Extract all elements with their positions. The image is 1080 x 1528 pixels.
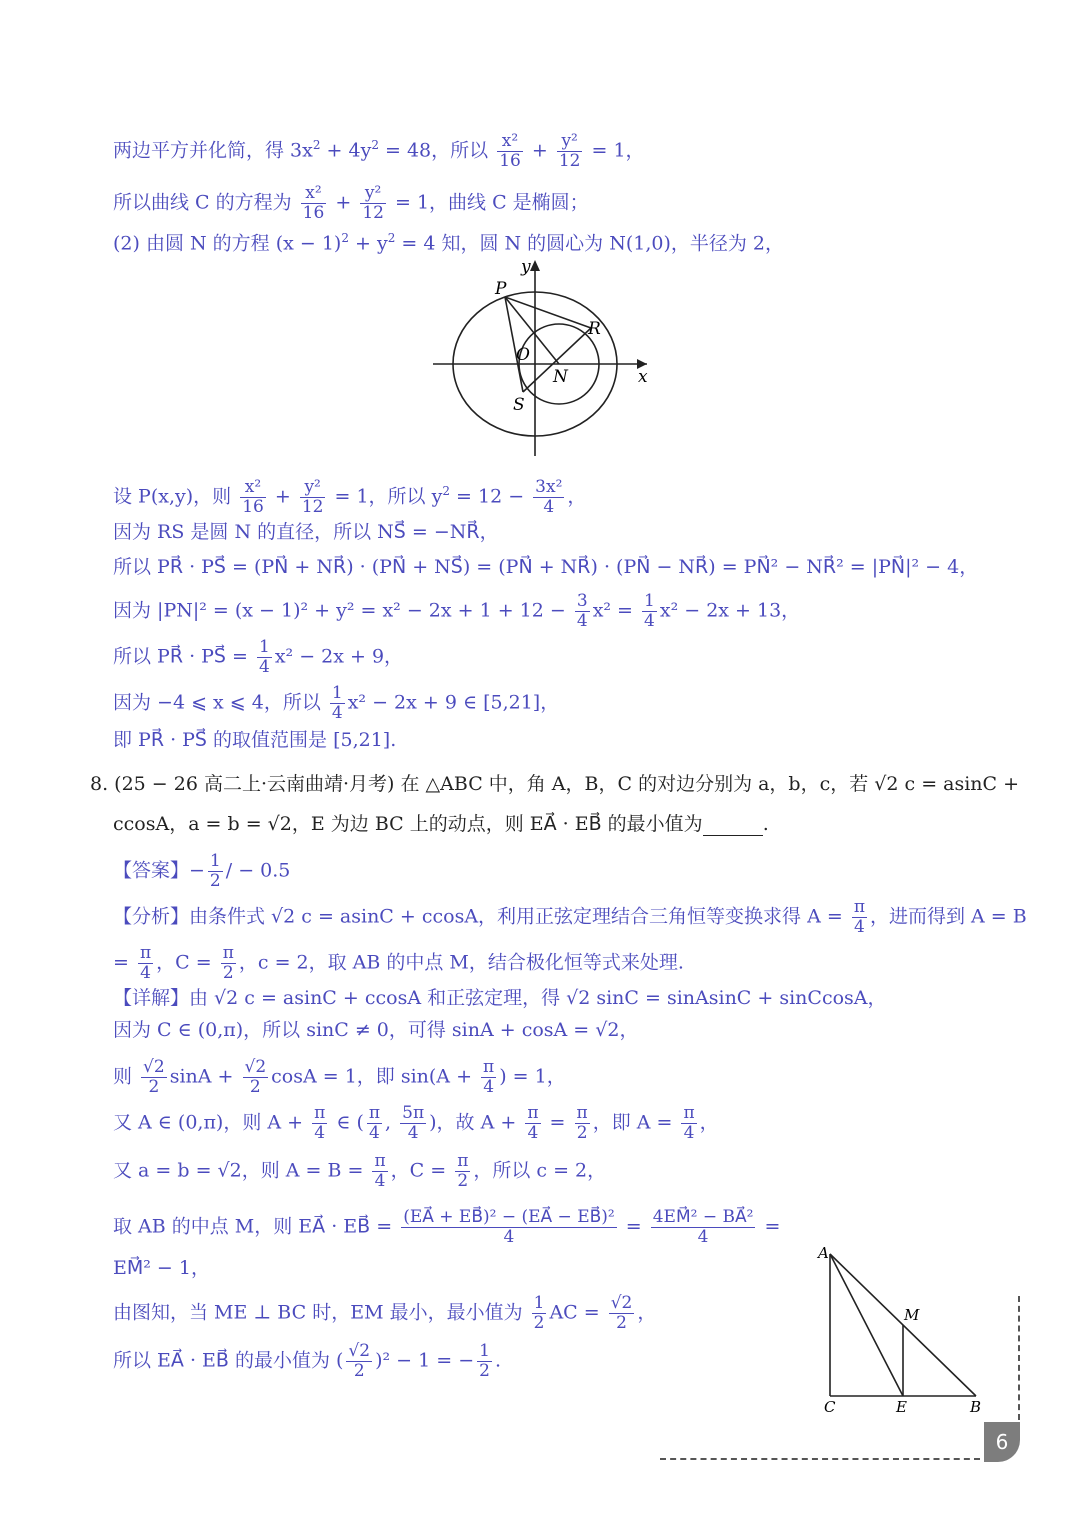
- label-y: y: [521, 257, 531, 277]
- text-line: [113, 1208, 780, 1247]
- answer-blank: [703, 817, 763, 836]
- text-run: 因为 C ∈ (0,π)，所以 sinC ≠ 0，可得 sinA + cosA = √2，: [113, 1019, 639, 1041]
- label-m: M: [904, 1306, 920, 1324]
- fraction: [497, 132, 523, 171]
- fraction-numerator: 1: [259, 637, 270, 657]
- fraction-denominator: 12: [362, 203, 384, 223]
- fraction-numerator: √2: [348, 1341, 371, 1361]
- fraction-numerator: y²: [557, 132, 583, 152]
- fraction: [575, 592, 590, 631]
- fraction: [852, 898, 867, 937]
- text-line: [113, 1256, 210, 1280]
- text-line: [113, 555, 978, 579]
- fraction-numerator: x²: [301, 184, 327, 204]
- triangle-figure: [812, 1240, 992, 1420]
- fraction-numerator: 3x²: [535, 477, 563, 497]
- text-run: 所以 PR⃗ · PS⃗ = (PN⃗ + NR⃗) · (PN⃗ + NS⃗) = (PN⃗ + NR⃗) · (PN⃗ − NR⃗) = PN⃗² − NR⃗² = |PN⃗|² − 4，: [113, 556, 979, 578]
- text-run: .: [762, 813, 769, 835]
- fraction-numerator: π: [683, 1103, 695, 1123]
- fraction: [651, 1208, 756, 1247]
- text-run: / − 0.5: [225, 859, 291, 882]
- text-run: + 4y: [320, 139, 372, 162]
- fraction-denominator: 4: [576, 611, 588, 631]
- text-line: [113, 812, 769, 836]
- label-e: E: [896, 1398, 907, 1416]
- fraction: [642, 592, 657, 631]
- fraction-denominator: 4: [369, 1123, 380, 1143]
- fraction-denominator: 12: [301, 497, 324, 517]
- text-run: = 1，曲线 C 是椭圆；: [388, 191, 589, 214]
- fraction-denominator: 2: [616, 1313, 627, 1333]
- fraction-numerator: x²: [240, 478, 266, 498]
- fraction-denominator: 2: [209, 871, 221, 891]
- text-run: = 48，所以: [378, 139, 495, 162]
- label-s: S: [513, 395, 525, 415]
- text-run: 即 PR⃗ · PS⃗ 的取值范围是 [5,21].: [113, 729, 397, 751]
- text-line: [113, 1104, 719, 1143]
- fraction: [208, 852, 223, 891]
- fraction: [455, 1152, 470, 1191]
- fraction-numerator: π: [374, 1151, 386, 1171]
- text-line: [113, 478, 586, 517]
- text-run: cosA = 1，即 sin(A +: [271, 1065, 479, 1088]
- fraction: [221, 944, 236, 983]
- fraction-numerator: π: [368, 1103, 381, 1123]
- text-run: 则: [113, 1065, 139, 1088]
- text-run: ，: [637, 1301, 657, 1324]
- text-line: [113, 944, 684, 983]
- fraction-denominator: 12: [558, 151, 581, 171]
- fraction-numerator: π: [483, 1057, 495, 1077]
- text-line: [113, 986, 887, 1010]
- fraction-numerator: π: [314, 1103, 326, 1123]
- label-n: N: [553, 367, 568, 387]
- page-corner-dash-horizontal: [660, 1458, 980, 1460]
- text-run: = 1，所以 y: [328, 485, 443, 508]
- superscript: 2: [371, 138, 379, 153]
- label-p: P: [495, 279, 507, 299]
- fraction-denominator: 4: [853, 917, 865, 937]
- text-run: )，故 A +: [429, 1111, 523, 1134]
- text-run: ，即 A =: [592, 1111, 679, 1134]
- fraction-numerator: 1: [209, 851, 221, 871]
- fraction-numerator: π: [222, 943, 234, 963]
- fraction: [401, 1208, 617, 1247]
- fraction-numerator: x²: [497, 132, 523, 152]
- fraction: [300, 478, 326, 517]
- fraction: [330, 684, 345, 723]
- text-run: ccosA，a = b = √2，E 为边 BC 上的动点，则 EA⃗ · EB⃗ 的最小值为: [113, 813, 703, 835]
- text-run: +: [329, 191, 358, 214]
- fraction-denominator: 4: [314, 1123, 326, 1143]
- fraction: [681, 1104, 696, 1143]
- page-corner-dash-vertical: [1018, 1296, 1020, 1420]
- fraction: [243, 1058, 269, 1097]
- text-run: x² − 2x + 9，: [274, 645, 404, 668]
- fraction: [257, 638, 272, 677]
- text-run: +: [525, 139, 554, 162]
- fraction-denominator: 4: [683, 1123, 695, 1143]
- text-line: [90, 772, 1019, 796]
- fraction-denominator: 4: [483, 1077, 495, 1097]
- text-run: x² − 2x + 13，: [659, 599, 801, 622]
- fraction: [141, 1058, 167, 1097]
- fraction: [532, 1294, 547, 1333]
- text-run: EM⃗² − 1，: [113, 1257, 210, 1279]
- text-run: ，: [699, 1111, 719, 1134]
- fraction: [609, 1294, 635, 1333]
- text-run: 因为 |PN|² = (x − 1)² + y² = x² − 2x + 1 + 12 −: [113, 599, 572, 622]
- fraction: [575, 1104, 590, 1143]
- text-line: [113, 184, 589, 223]
- text-run: 因为 −4 ⩽ x ⩽ 4，所以: [113, 691, 327, 714]
- fraction-numerator: 3: [576, 591, 588, 611]
- superscript: 2: [312, 138, 321, 153]
- text-run: =: [758, 1215, 781, 1238]
- fraction-denominator: 4: [259, 657, 270, 677]
- fraction-numerator: π: [457, 1151, 469, 1171]
- text-line: [113, 132, 645, 171]
- text-run: ，C =: [156, 951, 218, 974]
- superscript: 2: [341, 231, 349, 245]
- fraction-denominator: 2: [479, 1361, 490, 1381]
- fraction-numerator: y²: [300, 478, 326, 498]
- fraction-denominator: 4: [697, 1227, 709, 1247]
- fraction-denominator: 2: [457, 1171, 469, 1191]
- text-run: 设 P(x,y)，则: [113, 485, 238, 508]
- text-run: AC =: [549, 1301, 606, 1324]
- fraction-numerator: √2: [244, 1057, 267, 1077]
- fraction-numerator: 1: [479, 1341, 490, 1361]
- text-line: [113, 684, 559, 723]
- fraction-denominator: 4: [331, 703, 343, 723]
- text-run: ，: [567, 485, 587, 508]
- fraction-denominator: 4: [407, 1123, 419, 1143]
- superscript: 2: [387, 231, 396, 245]
- fraction: [533, 478, 564, 517]
- text-run: =: [619, 1215, 648, 1238]
- fraction: [557, 132, 583, 171]
- text-line: [113, 226, 784, 255]
- text-run: 又 a = b = √2，则 A = B =: [113, 1159, 370, 1182]
- fraction-denominator: 4: [374, 1171, 386, 1191]
- text-run: x² =: [592, 599, 640, 622]
- text-run: = 4 知，圆 N 的圆心为 N(1,0)，半径为 2，: [395, 232, 785, 255]
- text-run: + y: [348, 232, 388, 255]
- fraction-denominator: 4: [503, 1227, 515, 1247]
- text-line: [113, 592, 800, 631]
- text-run: =: [543, 1111, 572, 1134]
- text-line: [113, 728, 396, 752]
- text-run: ，进而得到 A = B: [870, 905, 1027, 928]
- fraction-denominator: 2: [576, 1123, 588, 1143]
- fraction-numerator: √2: [143, 1057, 165, 1077]
- fraction: [240, 478, 266, 517]
- fraction-denominator: 2: [222, 963, 234, 983]
- superscript: 2: [442, 484, 450, 499]
- fraction-denominator: 2: [249, 1077, 261, 1097]
- fraction-denominator: 2: [353, 1361, 365, 1381]
- text-run: sinA +: [169, 1065, 240, 1088]
- text-run: ,: [385, 1111, 398, 1134]
- fraction-denominator: 16: [242, 497, 264, 517]
- fraction-denominator: 16: [302, 203, 325, 223]
- fraction: [138, 944, 153, 983]
- label-x: x: [638, 367, 648, 387]
- text-line: [113, 1018, 638, 1042]
- fraction-numerator: 5π: [402, 1103, 425, 1123]
- fraction-denominator: 16: [499, 151, 521, 171]
- fraction: [367, 1104, 382, 1143]
- text-run: =: [113, 951, 135, 974]
- fraction-numerator: 1: [533, 1293, 545, 1313]
- fraction-numerator: (EA⃗ + EB⃗)² − (EA⃗ − EB⃗)²: [403, 1207, 615, 1227]
- fraction-denominator: 4: [140, 963, 151, 983]
- text-run: 所以 PR⃗ · PS⃗ =: [113, 645, 254, 668]
- label-o: O: [516, 345, 530, 365]
- fraction-denominator: 2: [148, 1077, 160, 1097]
- text-run: ) = 1，: [499, 1065, 566, 1088]
- fraction: [372, 1152, 387, 1191]
- text-run: 所以曲线 C 的方程为: [113, 191, 298, 214]
- text-line: [113, 852, 290, 891]
- fraction: [400, 1104, 426, 1143]
- text-run: ，所以 c = 2，: [473, 1159, 607, 1182]
- text-run: x² − 2x + 9 ∈ [5,21]，: [347, 691, 560, 714]
- fraction-numerator: 4EM⃗² − BA⃗²: [652, 1207, 754, 1227]
- fraction-numerator: π: [853, 897, 865, 917]
- text-run: )² − 1 = −: [375, 1349, 475, 1372]
- text-line: [113, 1152, 606, 1191]
- y-arrow-icon: [530, 260, 540, 271]
- text-run: +: [268, 485, 297, 508]
- text-run: = 1，: [585, 139, 645, 162]
- fraction-denominator: 2: [533, 1313, 545, 1333]
- ellipse-circle-figure: [425, 252, 665, 462]
- text-run: 8. (25 − 26 高二上·云南曲靖·月考) 在 △ABC 中，角 A，B，C 的对边分别为 a，b，c，若 √2 c = asinC +: [90, 773, 1020, 795]
- fraction: [346, 1342, 372, 1381]
- text-run: 【分析】由条件式 √2 c = asinC + ccosA，利用正弦定理结合三角恒等变换求得 A =: [113, 905, 849, 928]
- fraction: [360, 184, 386, 223]
- fraction-numerator: π: [139, 943, 152, 963]
- fraction-numerator: π: [527, 1103, 539, 1123]
- label-b: B: [970, 1398, 982, 1416]
- fraction: [312, 1104, 327, 1143]
- segment-ae: [830, 1254, 903, 1396]
- text-run: 【答案】−: [113, 859, 205, 882]
- label-r: R: [588, 319, 601, 339]
- text-run: .: [494, 1349, 501, 1372]
- text-run: = 12 −: [449, 485, 531, 508]
- fraction: [525, 1104, 540, 1143]
- fraction-numerator: 1: [331, 683, 343, 703]
- text-line: [113, 1294, 656, 1333]
- text-run: 两边平方并化简，得 3x: [113, 139, 313, 162]
- label-a: A: [818, 1244, 829, 1262]
- fraction: [481, 1058, 496, 1097]
- text-run: (2) 由圆 N 的方程 (x − 1): [113, 232, 342, 255]
- text-run: 因为 RS 是圆 N 的直径，所以 NS⃗ = −NR⃗，: [113, 521, 499, 543]
- fraction-numerator: π: [576, 1103, 588, 1123]
- text-run: 【详解】由 √2 c = asinC + ccosA 和正弦定理，得 √2 sinC = sinAsinC + sinCcosA，: [113, 987, 887, 1009]
- text-line: [113, 1058, 566, 1097]
- fraction-denominator: 4: [527, 1123, 539, 1143]
- fraction: [301, 184, 327, 223]
- text-line: [113, 520, 499, 544]
- fraction-denominator: 4: [644, 611, 655, 631]
- text-run: 所以 EA⃗ · EB⃗ 的最小值为 (: [113, 1349, 344, 1372]
- text-run: 由图知，当 ME ⊥ BC 时，EM 最小，最小值为: [113, 1301, 529, 1324]
- text-line: [113, 638, 403, 677]
- fraction: [477, 1342, 492, 1381]
- fraction-numerator: 1: [644, 591, 655, 611]
- text-line: [113, 898, 1027, 937]
- text-line: [113, 1342, 501, 1381]
- fraction-numerator: √2: [610, 1293, 633, 1313]
- fraction-denominator: 4: [543, 497, 555, 517]
- text-run: ，C =: [390, 1159, 453, 1182]
- fraction-numerator: y²: [360, 184, 386, 204]
- page-number: 6: [984, 1422, 1020, 1462]
- text-run: ，c = 2，取 AB 的中点 M，结合极化恒等式来处理.: [238, 951, 684, 974]
- text-run: 取 AB 的中点 M，则 EA⃗ · EB⃗ =: [113, 1215, 399, 1238]
- label-c: C: [824, 1398, 836, 1416]
- text-run: 又 A ∈ (0,π)，则 A +: [113, 1111, 310, 1134]
- text-run: ∈ (: [330, 1111, 364, 1134]
